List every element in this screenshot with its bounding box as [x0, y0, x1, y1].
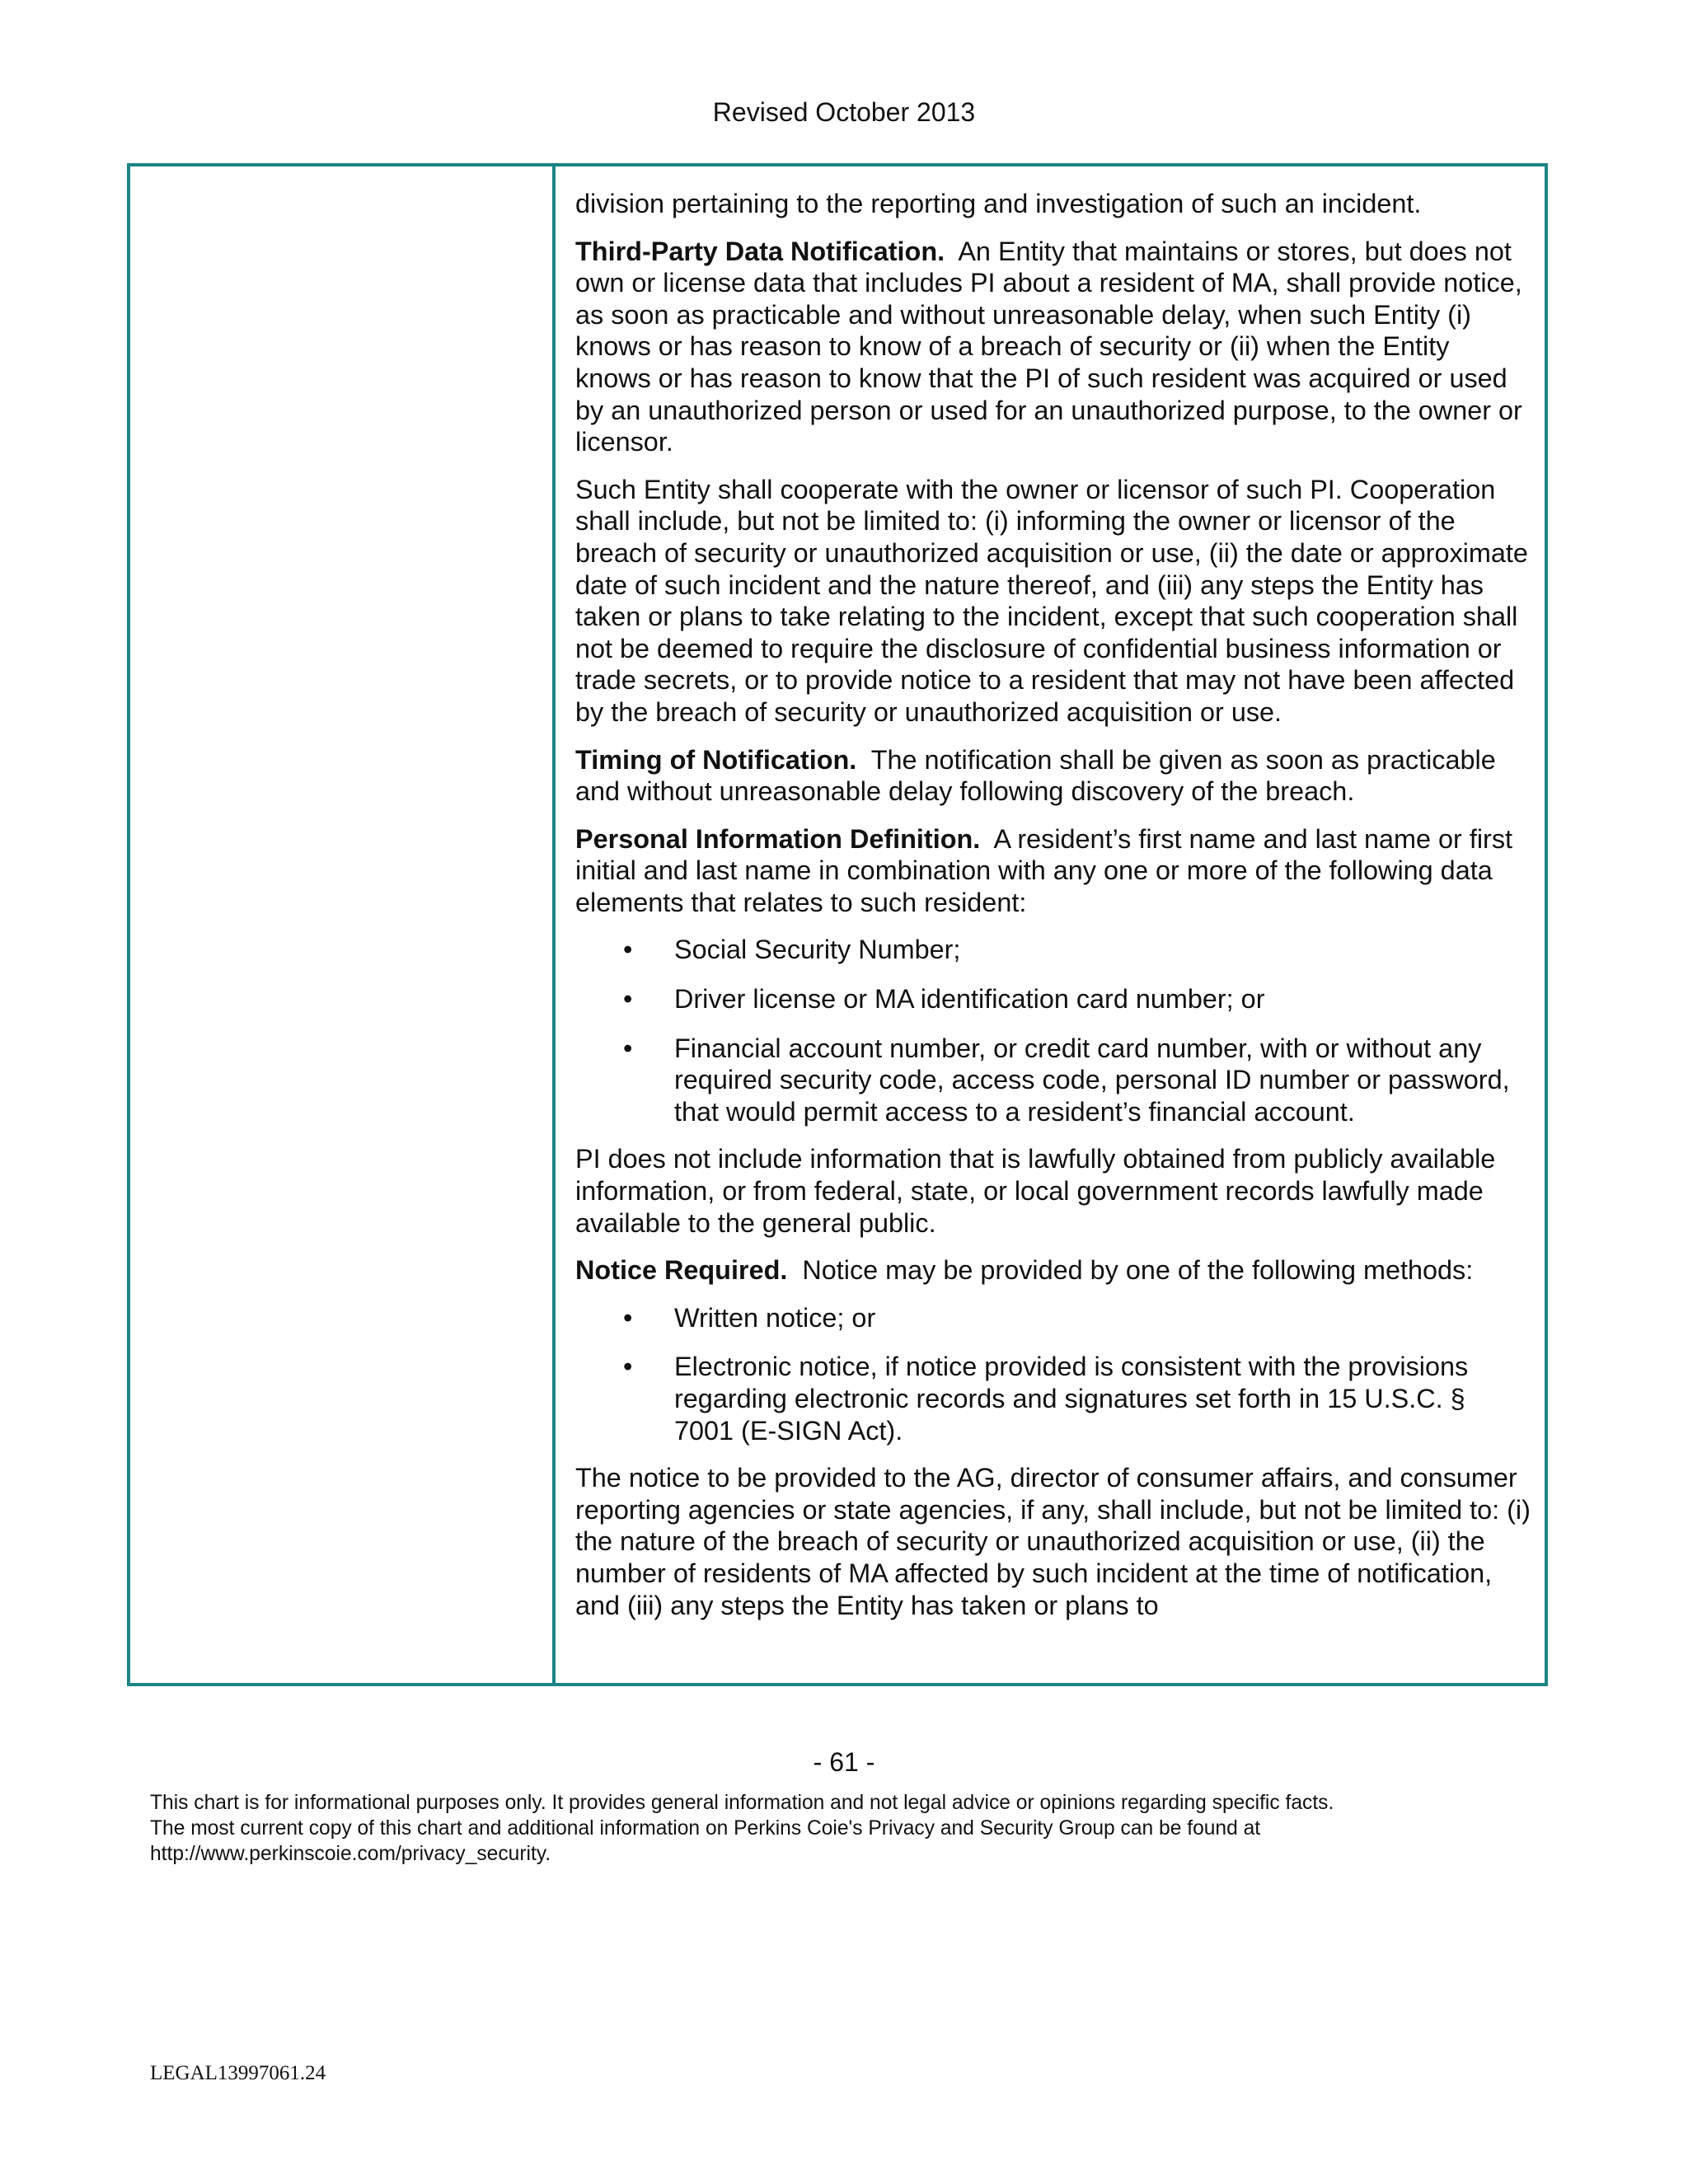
list-item [575, 1351, 1531, 1446]
bullet-icon: • [623, 1352, 633, 1382]
document-id: LEGAL13997061.24 [150, 2062, 326, 2084]
pi-definition-text: A resident’s first name and last name or first initial and last name in combination with any one or more of the following data elements that relates to such resident: [575, 823, 1513, 917]
disclaimer [150, 1790, 1551, 1867]
timing-paragraph [575, 744, 1531, 808]
list-item [575, 983, 1531, 1015]
list-item-text: Electronic notice, if notice provided is consistent with the provisions regarding electronic records and signatures set forth in 15 U.S.C. § 7001 (E-SIGN Act). [674, 1352, 1469, 1446]
bullet-icon: • [623, 1033, 633, 1063]
pi-data-elements-list [575, 934, 1531, 1127]
page-number: - 61 - [813, 1747, 875, 1777]
law-summary-table [127, 163, 1548, 1686]
notice-methods-list [575, 1302, 1531, 1446]
cooperation-paragraph: Such Entity shall cooperate with the owner or licensor of such PI. Cooperation shall include, but not be limited to: (i) informing the owner or licensor of the breach of security or unauthorized acquisition or use, (ii) the date or approximate date of such incident and the nature thereof, and (iii) any steps the Entity has taken or plans to take relating to the incident, except that such cooperation shall not be deemed to require the disclosure of confidential business information or trade secrets, or to provide notice to a resident that may not have been affected by the breach of security or unauthorized acquisition or use. [575, 474, 1528, 727]
third-party-paragraph [575, 236, 1531, 458]
disclaimer-line: http://www.perkinscoie.com/privacy_security. [150, 1843, 551, 1865]
notice-required-heading: Notice Required. [575, 1255, 788, 1286]
pi-definition-heading: Personal Information Definition. [575, 823, 981, 854]
notice-contents-paragraph: The notice to be provided to the AG, director of consumer affairs, and consumer reporting agencies or state agencies, if any, shall include, but not be limited to: (i) the nature of the breach of security or unauthorized acquisition or use, (ii) the number of residents of MA affected by such incident at the time of notification, and (iii) any steps the Entity has taken or plans to [575, 1463, 1531, 1620]
disclaimer-line: This chart is for informational purposes only. It provides general information and not legal advice or opinions regarding specific facts. [150, 1792, 1334, 1814]
revision-date: Revised October 2013 [712, 97, 976, 127]
timing-heading: Timing of Notification. [575, 744, 857, 775]
bullet-icon: • [623, 1302, 633, 1333]
pi-definition-paragraph [575, 823, 1531, 919]
disclaimer-line: The most current copy of this chart and additional information on Perkins Coie's Privacy and Security Group can be found at [150, 1817, 1261, 1840]
list-item-text: Financial account number, or credit card number, with or without any required security code, access code, personal ID number or password, that would permit access to a resident’s financial account. [674, 1033, 1510, 1127]
notice-required-paragraph [575, 1254, 1531, 1286]
third-party-heading: Third-Party Data Notification. [575, 236, 945, 266]
bullet-icon: • [623, 935, 633, 965]
list-item-text: Written notice; or [674, 1302, 876, 1333]
list-item [575, 1302, 1531, 1334]
list-item-text: Social Security Number; [674, 935, 961, 965]
list-item [575, 934, 1531, 966]
timing-text: The notification shall be given as soon as practicable and without unreasonable delay following discovery of the breach. [575, 744, 1496, 807]
column-divider [552, 166, 556, 1683]
intro-continuation: division pertaining to the reporting and investigation of such an incident. [575, 189, 1422, 218]
provision-column-cell [575, 188, 1531, 1637]
notice-required-text: Notice may be provided by one of the following methods: [802, 1255, 1474, 1286]
list-item [575, 1033, 1531, 1128]
third-party-text: An Entity that maintains or stores, but does not own or license data that includes PI about a resident of MA, shall provide notice, as soon as practicable and without unreasonable delay, when such Entity (i) knows or has reason to know of a breach of security or (ii) when the Entity knows or has reason to know that the PI of such resident was acquired or used by an unauthorized person or used for an unauthorized purpose, to the owner or licensor. [575, 236, 1522, 457]
list-item-text: Driver license or MA identification card number; or [674, 984, 1265, 1015]
state-column-cell [130, 166, 552, 1683]
bullet-icon: • [623, 984, 633, 1015]
pi-exclusion-paragraph: PI does not include information that is lawfully obtained from publicly available information, or from federal, state, or local government records lawfully made available to the general public. [575, 1144, 1496, 1238]
